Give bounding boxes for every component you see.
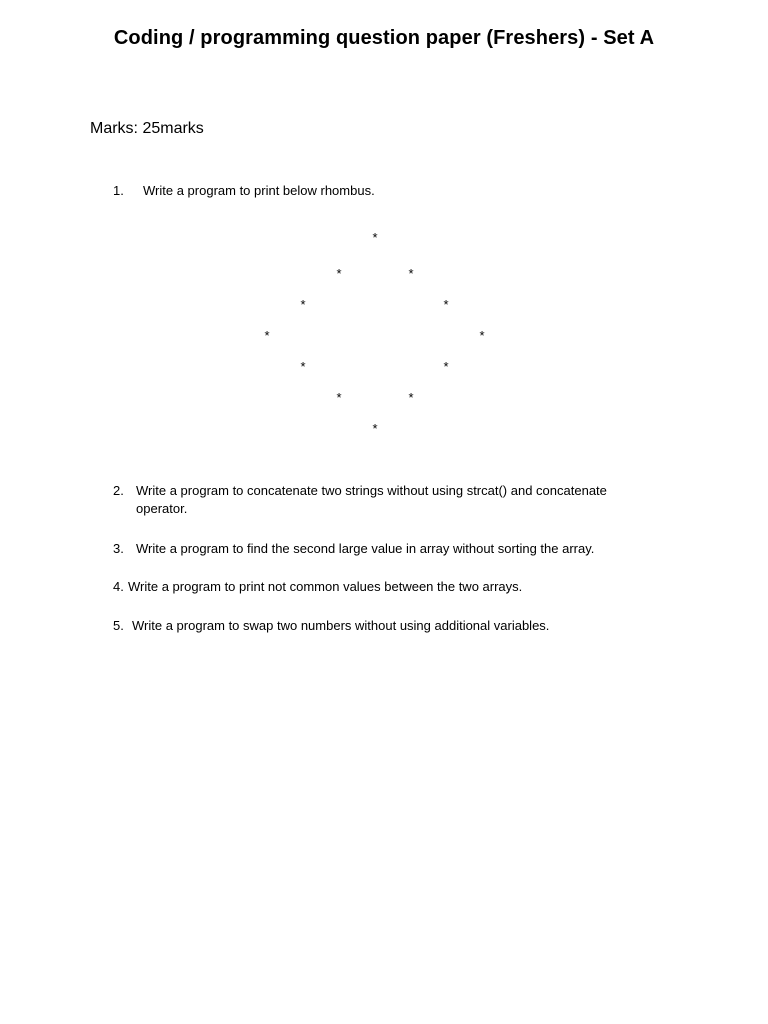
rhombus-star: * [372, 230, 378, 245]
rhombus-star: * [300, 359, 306, 374]
question-text: Write a program to concatenate two strings without using strcat() and concatenate operator. [136, 483, 607, 516]
marks-label: Marks: 25marks [90, 120, 204, 137]
rhombus-star: * [443, 297, 449, 312]
question-text: Write a program to find the second large value in array without sorting the array. [136, 541, 595, 556]
rhombus-star: * [408, 390, 414, 405]
question-text: Write a program to print below rhombus. [143, 183, 375, 198]
page-title: Coding / programming question paper (Freshers) - Set A [113, 27, 655, 49]
rhombus-star: * [336, 266, 342, 281]
question-text: Write a program to swap two numbers without using additional variables. [132, 618, 550, 633]
rhombus-star: * [264, 328, 270, 343]
rhombus-star: * [336, 390, 342, 405]
question-text: Write a program to print not common values between the two arrays. [128, 579, 523, 594]
rhombus-star: * [300, 297, 306, 312]
question-number: 5. [113, 618, 124, 633]
rhombus-star: * [479, 328, 485, 343]
rhombus-star: * [372, 421, 378, 436]
question-number: 2. [113, 483, 124, 498]
rhombus-star: * [408, 266, 414, 281]
question-number: 4. [113, 579, 124, 594]
rhombus-star: * [443, 359, 449, 374]
question-number: 1. [113, 183, 124, 198]
question-number: 3. [113, 541, 124, 556]
